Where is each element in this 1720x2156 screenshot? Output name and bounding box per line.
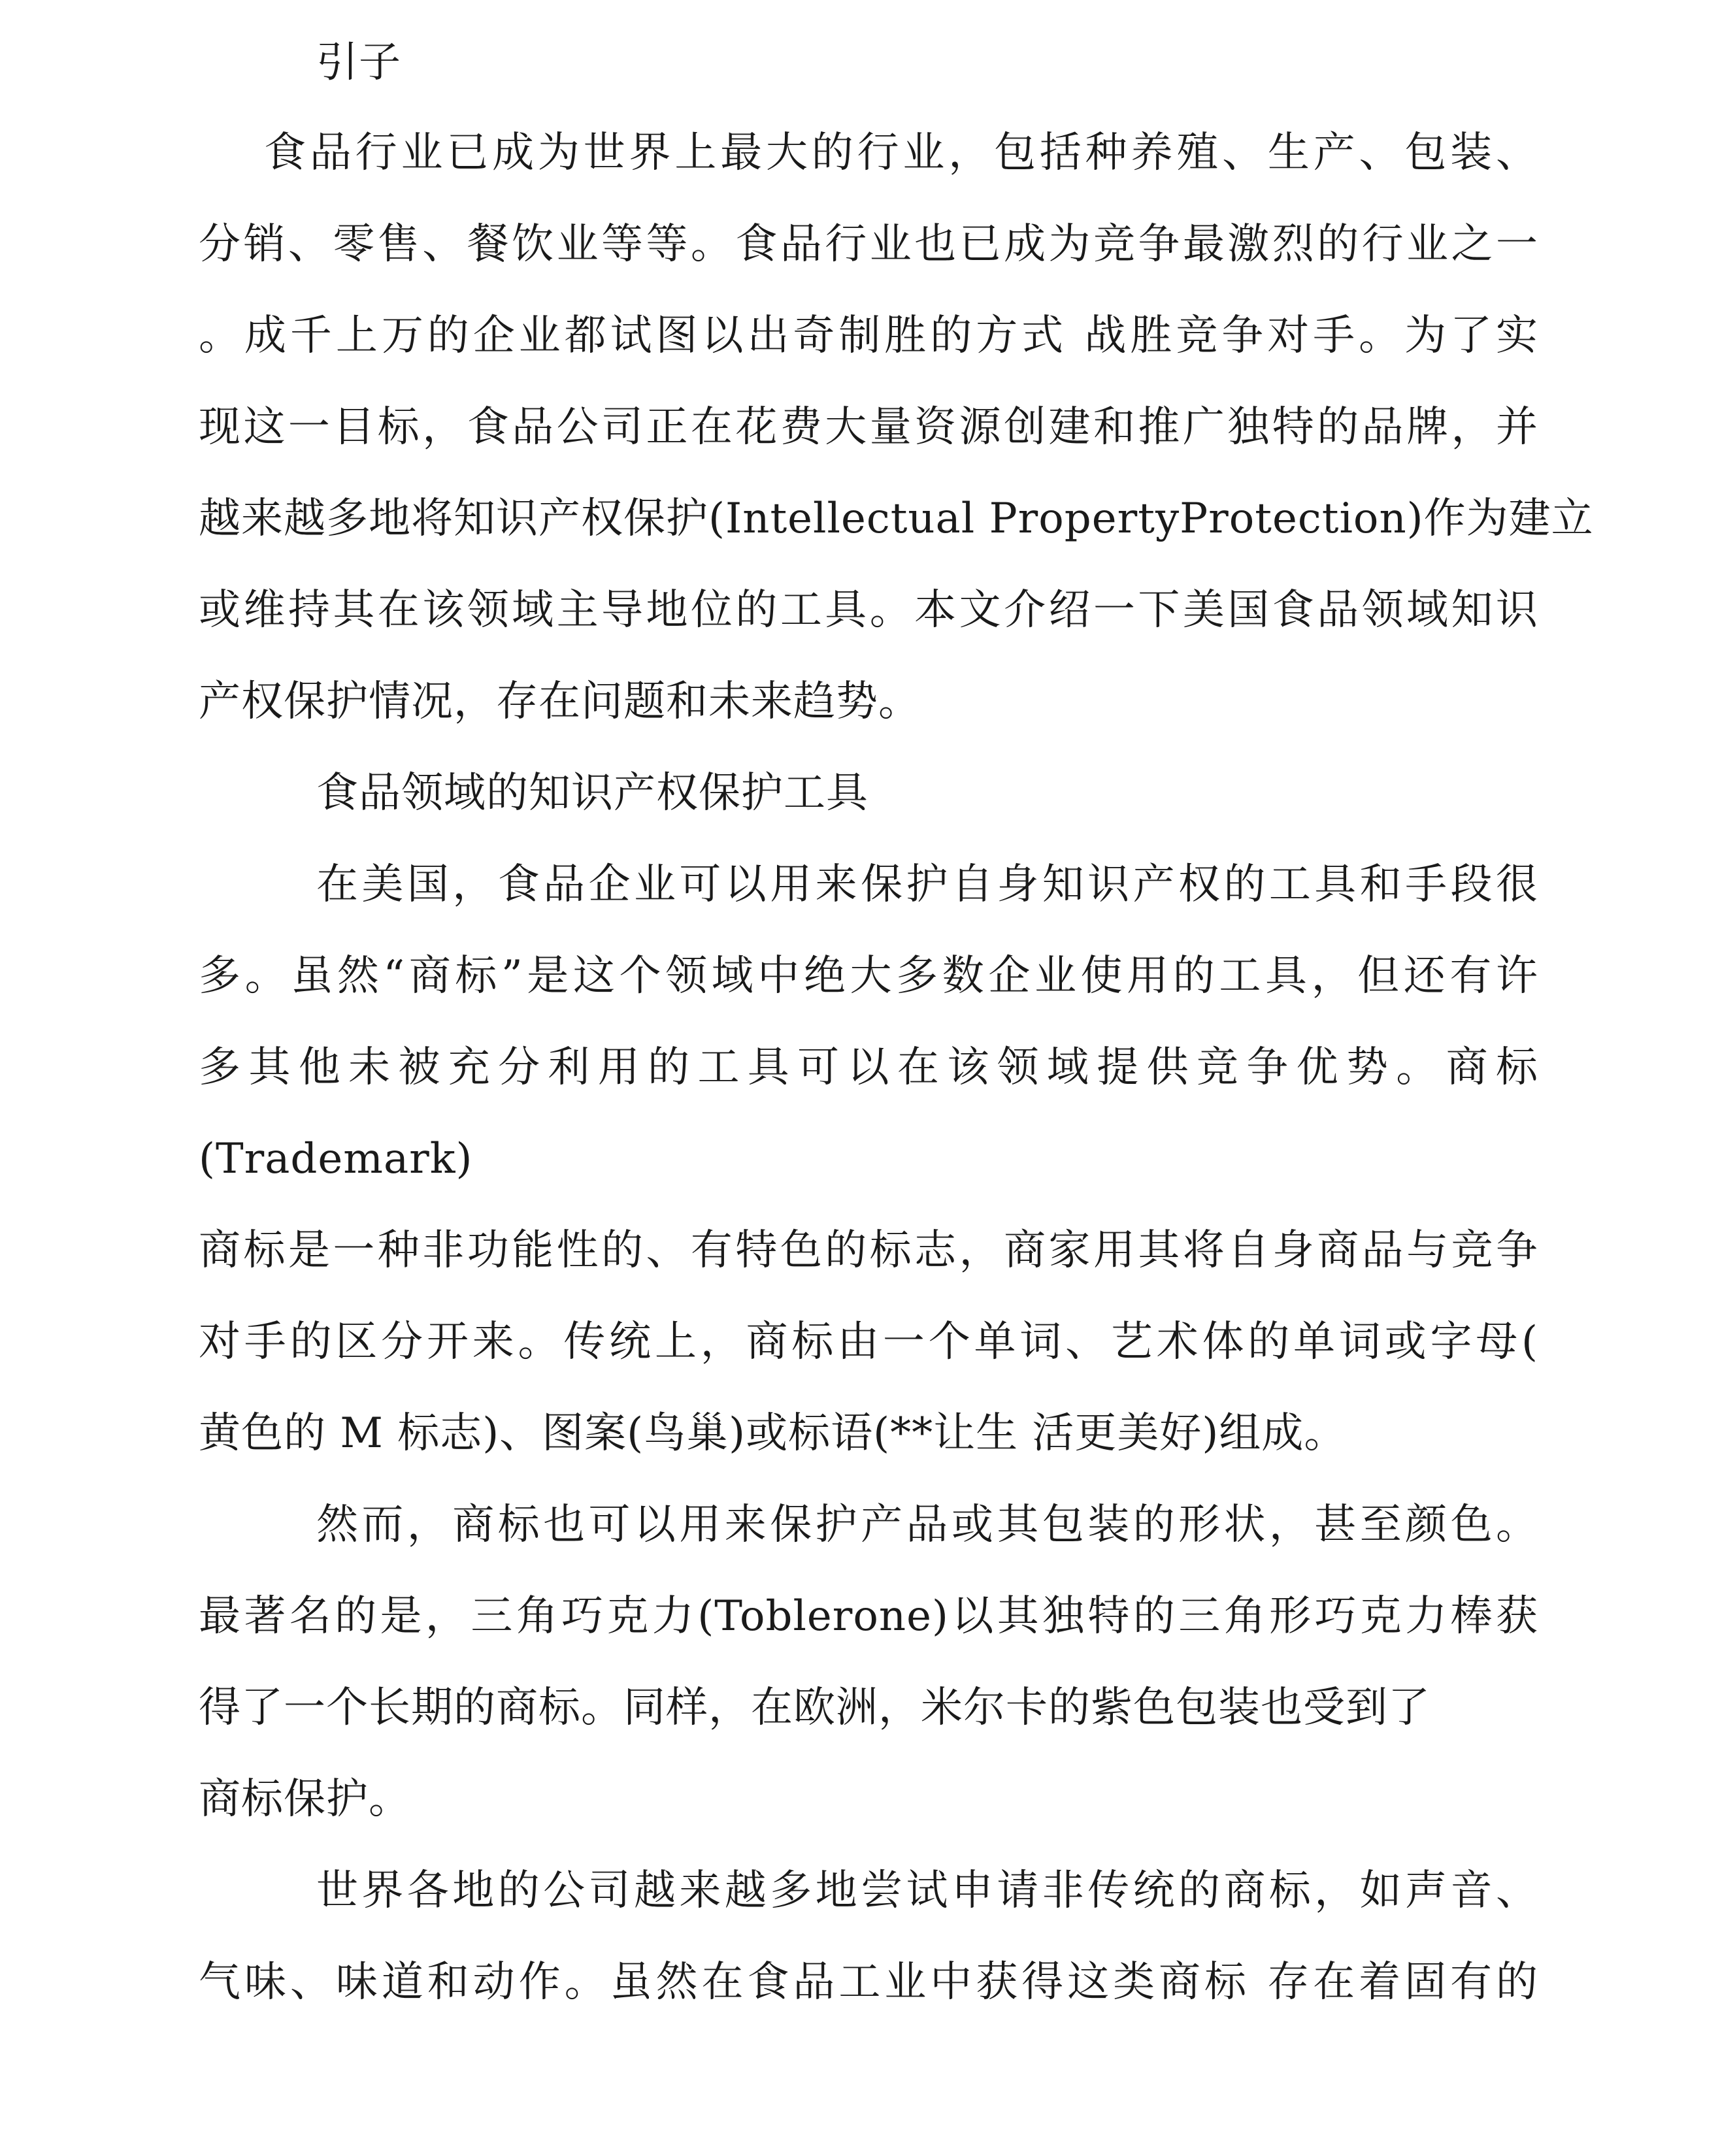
text-line: 越来越多地将知识产权保护(Intellectual PropertyProtection)作为建立 [199, 495, 1594, 543]
text-line: 黄色的 M 标志)、图案(鸟巢)或标语(**让生 活更美好)组成。 [199, 1409, 1347, 1458]
text-line: 分销、零售、餐饮业等等。食品行业也已成为竞争最激烈的行业之一 [199, 220, 1538, 269]
text-line: 然而，商标也可以用来保护产品或其包装的形状，甚至颜色。 [316, 1501, 1538, 1549]
text-line: 最著名的是，三角巧克力(Toblerone)以其独特的三角形巧克力棒获 [199, 1592, 1538, 1641]
text-line: 商标是一种非功能性的、有特色的标志，商家用其将自身商品与竞争 [199, 1226, 1538, 1275]
text-line: 对手的区分开来。传统上，商标由一个单词、艺术体的单词或字母( [199, 1318, 1538, 1366]
text-line: 在美国，食品企业可以用来保护自身知识产权的工具和手段很 [316, 860, 1538, 909]
text-line: 现这一目标，食品公司正在花费大量资源创建和推广独特的品牌，并 [199, 403, 1538, 451]
text-line: 食品行业已成为世界上最大的行业，包括种养殖、生产、包装、 [264, 129, 1538, 177]
text-line: 。成千上万的企业都试图以出奇制胜的方式 战胜竞争对手。为了实 [199, 312, 1538, 360]
text-line: 产权保护情况，存在问题和未来趋势。 [199, 678, 921, 726]
heading-intro: 引子 [316, 39, 401, 87]
text-line: 多其他未被充分利用的工具可以在该领域提供竞争优势。商标 [199, 1043, 1538, 1092]
text-line: 得了一个长期的商标。同样，在欧洲，米尔卡的紫色包装也受到了 [199, 1684, 1431, 1732]
text-line: 气味、味道和动作。虽然在食品工业中获得这类商标 存在着固有的 [199, 1958, 1538, 2006]
text-line: 商标保护。 [199, 1775, 411, 1823]
text-line: (Trademark) [199, 1135, 473, 1183]
text-line: 或维持其在该领域主导地位的工具。本文介绍一下美国食品领域知识 [199, 586, 1538, 634]
text-line: 世界各地的公司越来越多地尝试申请非传统的商标，如声音、 [316, 1867, 1538, 1915]
text-line: 多。虽然“商标”是这个领域中绝大多数企业使用的工具，但还有许 [199, 952, 1538, 1000]
section-heading: 食品领域的知识产权保护工具 [316, 769, 868, 817]
